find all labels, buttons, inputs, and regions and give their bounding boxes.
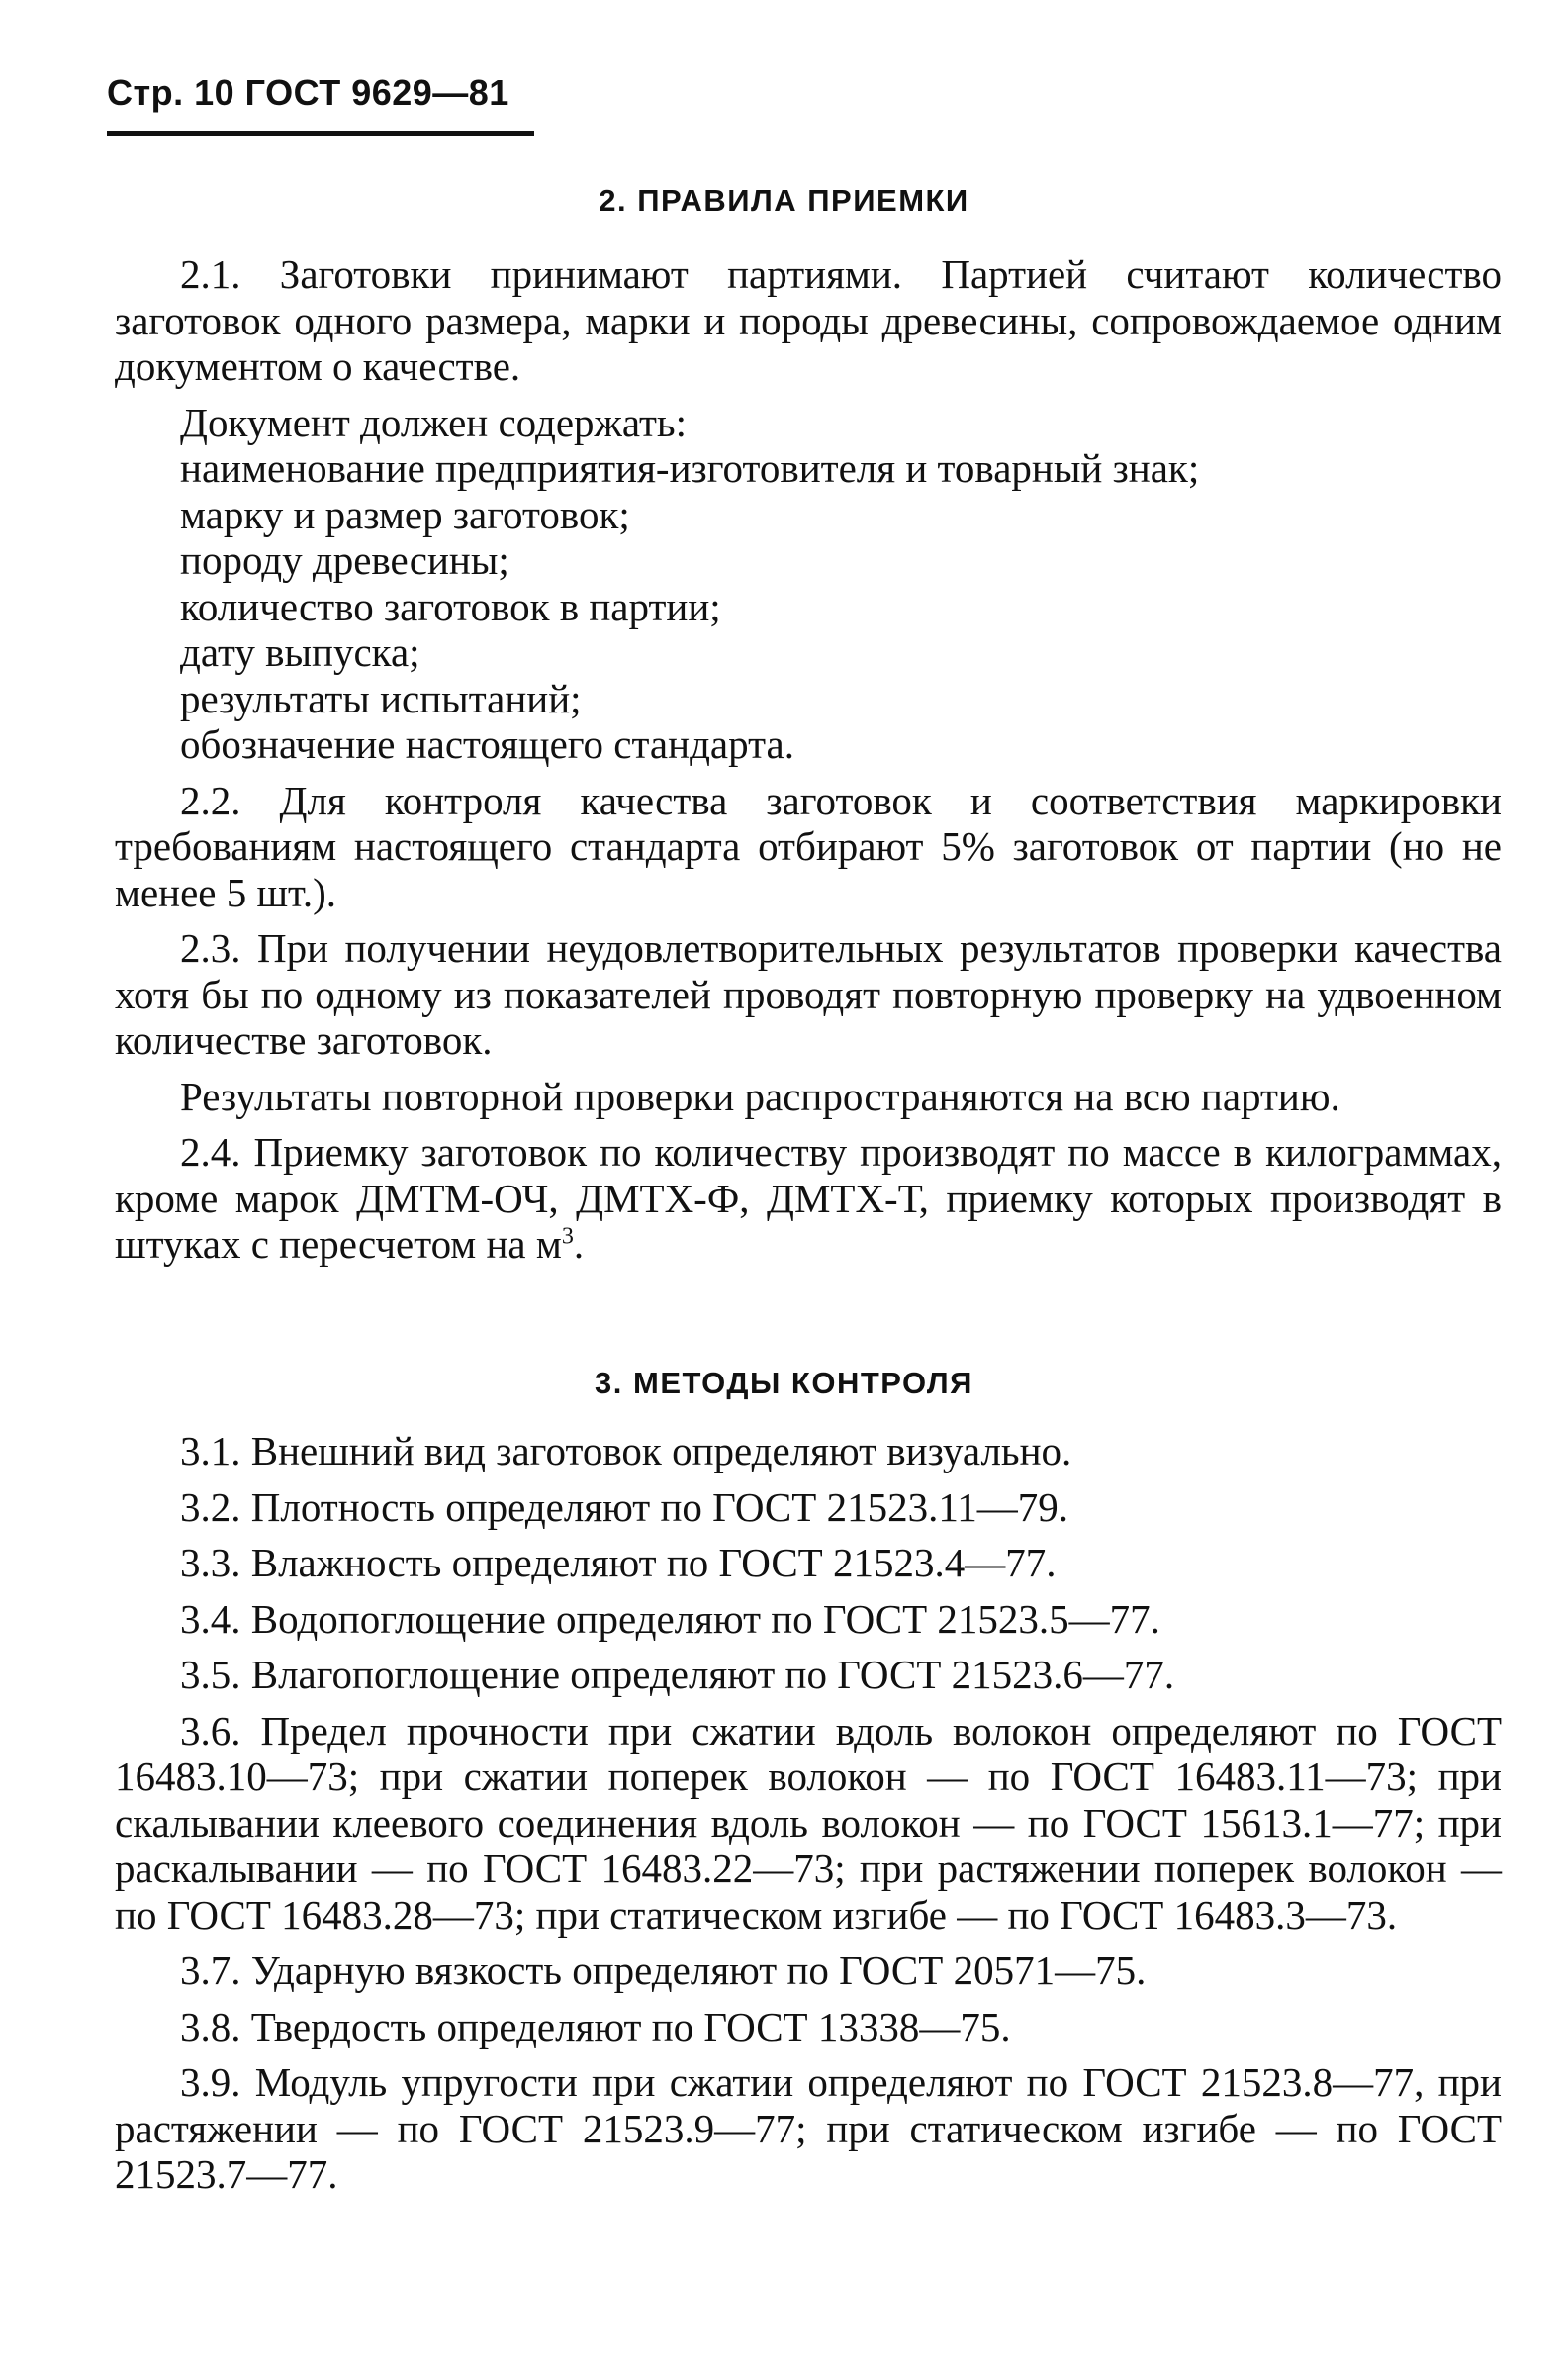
- paragraph-2-4: [115, 1129, 1502, 1268]
- paragraph-2-3: 2.3. При получении неудовлетворительных результатов проверки качества хотя бы по одному из показателей проводят повторную проверку на удвоенном количестве заготовок.: [115, 925, 1502, 1063]
- section-2-body: [115, 251, 1502, 1268]
- paragraph-3-2: 3.2. Плотность определяют по ГОСТ 21523.11—79.: [180, 1483, 1069, 1530]
- document-requirements: [115, 400, 1502, 768]
- paragraph-3-8: 3.8. Твердость определяют по ГОСТ 13338—75.: [180, 2003, 1011, 2049]
- header-rule: [107, 131, 534, 136]
- paragraph-2-4-text: 2.4. Приемку заготовок по количеству производят по массе в килограммах, кроме марок ДМТМ-ОЧ, ДМТХ-Ф, ДМТХ-Т, приемку которых производят в штуках с пересчетом на м: [115, 1129, 1502, 1267]
- doc-item: марку и размер заготовок;: [180, 491, 630, 537]
- paragraph-3-3: 3.3. Влажность определяют по ГОСТ 21523.4—77.: [180, 1540, 1057, 1585]
- cubic-superscript: 3: [561, 1223, 574, 1250]
- doc-item: породу древесины;: [180, 537, 509, 583]
- section-3-body: [115, 1428, 1502, 2198]
- doc-item: количество заготовок в партии;: [180, 583, 721, 629]
- section-2-title: 2. ПРАВИЛА ПРИЕМКИ: [599, 183, 969, 218]
- paragraph-3-4: 3.4. Водопоглощение определяют по ГОСТ 21523.5—77.: [180, 1595, 1160, 1642]
- paragraph-3-1: 3.1. Внешний вид заготовок определяют визуально.: [180, 1428, 1072, 1473]
- paragraph-2-3-results: Результаты повторной проверки распространяются на всю партию.: [180, 1073, 1340, 1119]
- doc-item: обозначение настоящего стандарта.: [180, 721, 794, 767]
- doc-item: дату выпуска;: [180, 629, 420, 675]
- paragraph-3-9: 3.9. Модуль упругости при сжатии определяют по ГОСТ 21523.8—77, при растяжении — по ГОСТ 21523.9—77; при статическом изгибе — по ГОСТ 21523.7—77.: [115, 2059, 1502, 2197]
- page-header: Стр. 10 ГОСТ 9629—81: [107, 72, 509, 113]
- paragraph-2-1: 2.1. Заготовки принимают партиями. Партией считают количество заготовок одного размера, марки и породы древесины, сопровождаемое одним документом о качестве.: [115, 251, 1502, 389]
- paragraph-3-7: 3.7. Ударную вязкость определяют по ГОСТ 20571—75.: [180, 1947, 1147, 1993]
- paragraph-3-6: 3.6. Предел прочности при сжатии вдоль волокон определяют по ГОСТ 16483.10—73; при сжатии поперек волокон — по ГОСТ 16483.11—73; при скалывании клеевого соединения вдоль волокон — по ГОСТ 15613.1—77; при раскалывании — по ГОСТ 16483.22—73; при растяжении поперек волокон — по ГОСТ 16483.28—73; при статическом изгибе — по ГОСТ 16483.3—73.: [115, 1707, 1502, 1938]
- doc-item: наименование предприятия-изготовителя и товарный знак;: [180, 445, 1200, 491]
- doc-intro: Документ должен содержать:: [180, 399, 688, 445]
- section-3-title: 3. МЕТОДЫ КОНТРОЛЯ: [595, 1366, 973, 1400]
- paragraph-3-5: 3.5. Влагопоглощение определяют по ГОСТ 21523.6—77.: [180, 1652, 1175, 1697]
- doc-item: результаты испытаний;: [180, 675, 582, 721]
- paragraph-2-4-end: .: [573, 1221, 585, 1267]
- paragraph-2-2: 2.2. Для контроля качества заготовок и соответствия маркировки требованиям настоящего стандарта отбирают 5% заготовок от партии (но не менее 5 шт.).: [115, 777, 1502, 915]
